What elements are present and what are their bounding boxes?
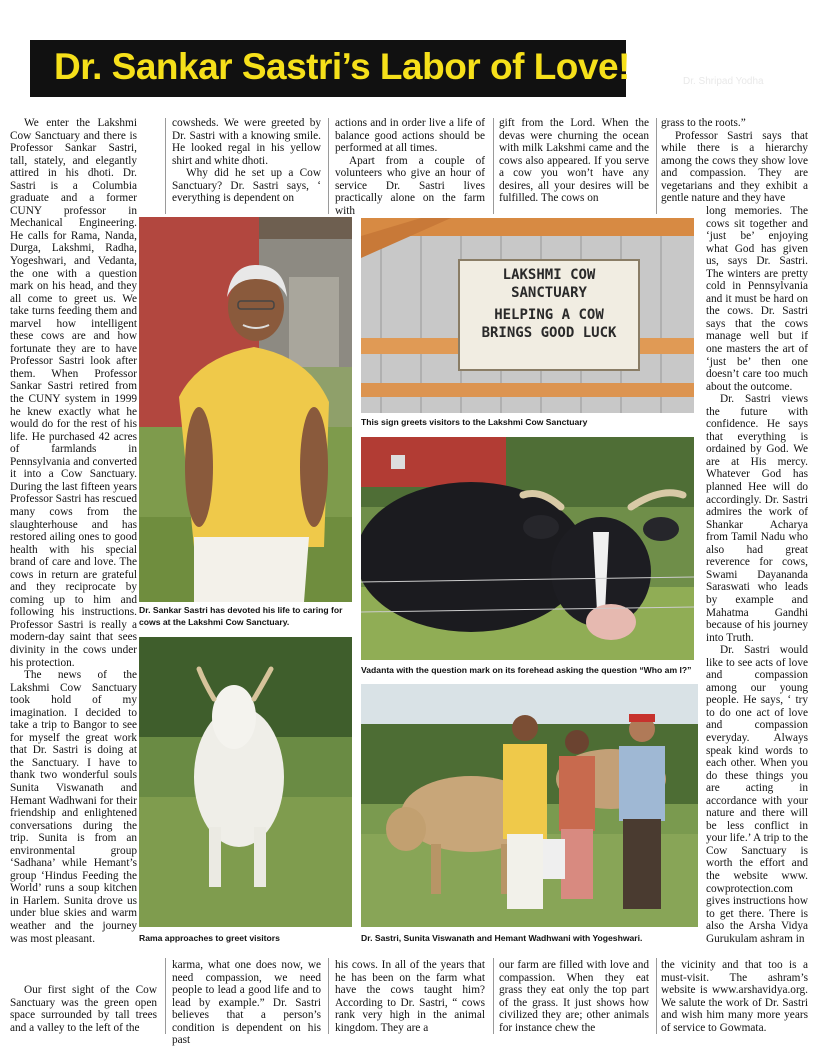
column-2 xyxy=(172,117,321,205)
paragraph: grass to the roots.” xyxy=(661,117,746,129)
caption-vadanta: Vadanta with the question mark on its forehead asking the question “Who am I?” xyxy=(361,665,692,675)
photo-group xyxy=(361,684,698,927)
column-rule xyxy=(656,958,657,1034)
column-6 xyxy=(706,205,808,945)
paragraph: cowsheds. We were greeted by Dr. Sastri with a knowing smile. He looked regal in his yellow shirt and white dhoti. xyxy=(172,117,321,167)
column-rule xyxy=(165,118,166,214)
column-3-bottom xyxy=(335,959,485,1034)
column-4 xyxy=(499,117,649,205)
sign-line: HELPING A COW xyxy=(494,307,604,323)
column-3 xyxy=(335,117,485,217)
paragraph: Professor Sastri says that while there is a hierarchy among the cows they show love and compassion. They are vegetarians and they exhibit a gentle nature and they have xyxy=(661,129,808,205)
photo-sastri xyxy=(139,217,352,602)
column-5-bottom xyxy=(661,959,808,1034)
column-rule xyxy=(493,958,494,1034)
column-1-bottom xyxy=(10,984,157,1034)
column-rule xyxy=(656,118,657,214)
caption-rama: Rama approaches to greet visitors xyxy=(139,933,280,943)
paragraph: Our first sight of the Cow Sanctuary was the green open space surrounded by tall trees and a valley to the left of the xyxy=(10,984,157,1034)
caption-sastri: Dr. Sankar Sastri has devoted his life to caring for cows at the Lakshmi Cow Sanctuary. xyxy=(139,605,343,627)
sign-line: LAKSHMI COW xyxy=(502,267,596,283)
sign-line: BRINGS GOOD LUCK xyxy=(481,325,617,341)
caption-group: Dr. Sastri, Sunita Viswanath and Hemant Wadhwani with Yogeshwari. xyxy=(361,933,643,943)
photo-sign xyxy=(361,218,694,413)
column-5 xyxy=(661,117,808,205)
column-4-bottom xyxy=(499,959,649,1034)
paragraph: Dr. Sastri views the future with confidence. He says that everything is ordained by God. We are at His mercy. Whatever God has planned Hee will do accordingly. Dr. Sastri admires the work of Shankar Acharya from Tamil Nadu who also had great reverence for cows, Swami Dayananda Saraswati who leads by example and Mahatma Gandhi because of his journey into Truth. xyxy=(706,393,808,644)
photo-vadanta xyxy=(361,437,694,660)
paragraph: We enter the Lakshmi Cow Sanctuary and there is Professor Sankar Sastri, tall, stately, and elegantly attired in his dhoti. Dr. Sastri is a Columbia graduate and a former CUNY professor in Mechanical Engineering. He calls for Rama, Nanda, Durga, Lakshmi, Radha, Yogeshwari, and Vedanta, the one with a question mark on his head, and they all come to greet us. We take turns feeding them and marvel how intelligent these cows are and how fortunate they are to have Professor Sastri look after them. When Professor Sankar Sastri retired from the CUNY system in 1999 he knew exactly what he would do for the rest of his life. He purchased 42 acres of farmlands in Pennsylvania and converted it into a Cow Sanctuary. During the last fifteen years Professor Sastri has rescued many cows from the slaughterhouse and has restored ailing ones to good health with his special brand of care and love. The cows in return are grateful and they reciprocate by coming up to him and following his instructions. Professor Sastri is really a modern-day saint that sees divinity in the cows under his protection. xyxy=(10,117,137,669)
column-rule xyxy=(165,958,166,1034)
paragraph: karma, what one does now, we need compassion, we need people to lead a good life and to lead by example.” Dr. Sastri believes that a person’s condition is dependent on his past xyxy=(172,959,321,1047)
paragraph: our farm are filled with love and compassion. When they eat grass they eat only the top part of the grass. It just shows how civilized they are; other animals for instance chew the xyxy=(499,959,649,1034)
paragraph: Why did he set up a Cow Sanctuary? Dr. Sastri says, ‘ everything is dependent on xyxy=(172,167,321,205)
title-banner xyxy=(30,40,630,97)
caption-sign: This sign greets visitors to the Lakshmi Cow Sanctuary xyxy=(361,417,588,427)
sign-line: SANCTUARY xyxy=(511,285,587,301)
column-rule xyxy=(493,118,494,214)
article-title: Dr. Sankar Sastri’s Labor of Love! xyxy=(54,46,630,87)
column-2-bottom xyxy=(172,959,321,1047)
byline: Dr. Shripad Yodha xyxy=(683,76,764,87)
photo-rama xyxy=(139,637,352,927)
paragraph: gift from the Lord. When the devas were churning the ocean with milk Lakshmi came and the cows also appeared. If you serve a cow you won’t have any desires, all your desires will be fulfilled. The cows on xyxy=(499,117,649,205)
paragraph: actions and in order live a life of balance good actions should be performed at all times. xyxy=(335,117,485,155)
paragraph: his cows. In all of the years that he has been on the farm what have the cows taught him? According to Dr. Sastri, “ cows rank very high in the animal kingdom. They are a xyxy=(335,959,485,1034)
sign-text xyxy=(459,266,639,342)
paragraph: Dr. Sastri would like to see acts of love and compassion among our young people. He says, ‘ try to do one act of love and compassion everyday. Always speak kind words to each other. When you do these things you are acting in accordance with your nature and there will be less conflict in your life.’ A trip to the Cow Sanctuary is worth the effort and the website www. cowprotection.com gives instructions how to get there. There is also the Arsha Vidya Gurukulam ashram in xyxy=(706,644,808,945)
column-1 xyxy=(10,117,137,945)
paragraph: the vicinity and that too is a must-visit. The ashram’s website is www.arshavidya.org. We salute the work of Dr. Sastri and wish him many more years of service to Gowmata. xyxy=(661,959,808,1034)
paragraph: long memories. The cows sit together and ‘just be’ enjoying what God has given us, says Dr. Sastri. The winters are pretty cold in Pennsylvania and it must be hard on the cows. Dr. Sastri says that the cows manage well but if one masters the art of ‘just be’ then one doesn’t care too much about the outcome. xyxy=(706,205,808,393)
paragraph: The news of the Lakshmi Cow Sanctuary took hold of my imagination. I decided to take a trip to Bangor to see for myself the great work that Dr. Sastri is doing at the Sanctuary. I have to thank two wonderful souls Sunita Viswanath and Hemant Wadhwani for their friendship and enlightened conversations during the trip. Sunita is from an environmental group ‘Sadhana’ while Hemant’s group ‘Hindus Feeding the World’ runs a soup kitchen in Harlem. Sunita drove us under blue skies and warm weather and the journey was most pleasant. xyxy=(10,669,137,945)
column-rule xyxy=(328,118,329,214)
column-rule xyxy=(328,958,329,1034)
paragraph: Apart from a couple of volunteers who give an hour of service Dr. Sastri lives practically alone on the farm with xyxy=(335,154,485,217)
